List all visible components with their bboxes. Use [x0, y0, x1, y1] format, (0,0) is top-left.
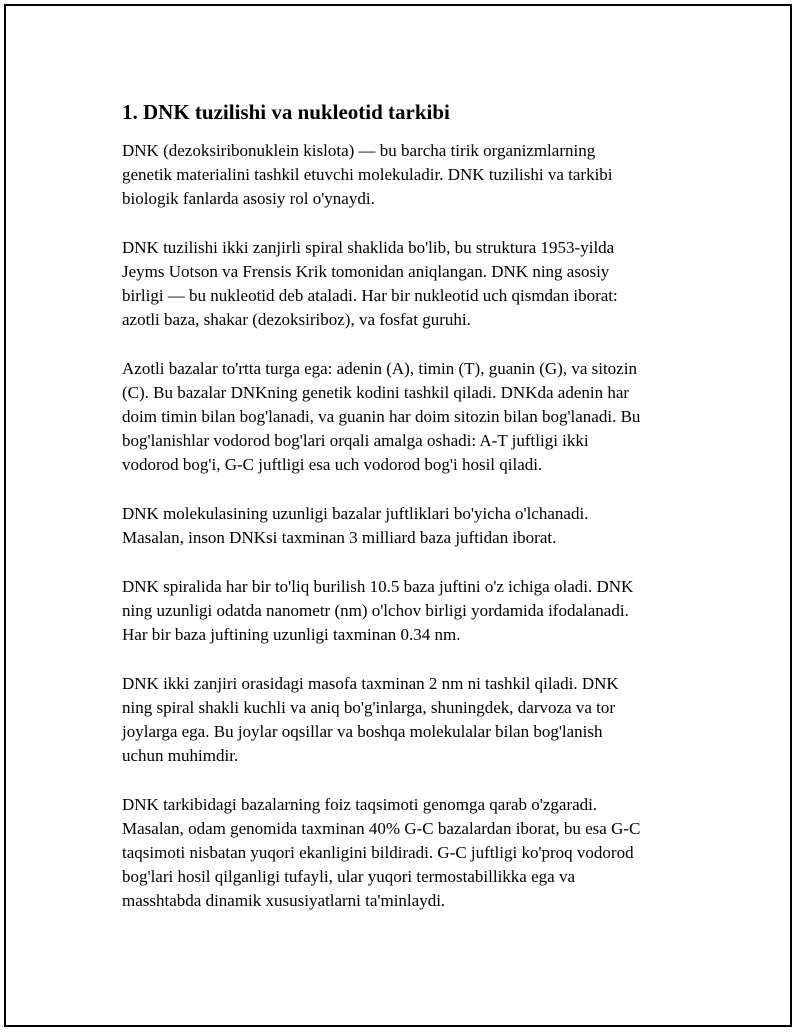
text-line: doim timin bilan bog'lanadi, va guanin har doim sitozin bilan bog'lanadi. Bu — [122, 407, 641, 426]
text-line: Har bir baza juftining uzunligi taxminan 0.34 nm. — [122, 625, 461, 644]
section-heading: 1. DNK tuzilishi va nukleotid tarkibi — [122, 100, 450, 124]
text-line: azotli baza, shakar (dezoksiriboz), va fosfat guruhi. — [122, 310, 471, 329]
text-line: Masalan, odam genomida taxminan 40% G-C bazalardan iborat, bu esa G-C — [122, 819, 641, 838]
text-line: uchun muhimdir. — [122, 746, 239, 765]
text-line: ning uzunligi odatda nanometr (nm) o'lchov birligi yordamida ifodalanadi. — [122, 601, 629, 620]
paragraph-4 — [122, 502, 702, 550]
text-line: masshtabda dinamik xususiyatlarni ta'minlaydi. — [122, 891, 446, 910]
text-line: DNK molekulasining uzunligi bazalar juftliklari bo'yicha o'lchanadi. — [122, 504, 589, 523]
page-frame — [4, 4, 792, 1027]
text-line: Azotli bazalar to'rtta turga ega: adenin (A), timin (T), guanin (G), va sitozin — [122, 359, 637, 378]
text-line: Masalan, inson DNKsi taxminan 3 milliard baza juftidan iborat. — [122, 528, 557, 547]
text-line: DNK tuzilishi ikki zanjirli spiral shaklida bo'lib, bu struktura 1953-yilda — [122, 238, 615, 257]
text-line: DNK tarkibidagi bazalarning foiz taqsimoti genomga qarab o'zgaradi. — [122, 795, 598, 814]
text-line: DNK (dezoksiribonuklein kislota) — bu barcha tirik organizmlarning — [122, 141, 596, 160]
text-line: (C). Bu bazalar DNKning genetik kodini tashkil qiladi. DNKda adenin har — [122, 383, 630, 402]
paragraph-5 — [122, 575, 702, 647]
text-line: DNK ikki zanjiri orasidagi masofa taxminan 2 nm ni tashkil qiladi. DNK — [122, 674, 619, 693]
text-line: ning spiral shakli kuchli va aniq bo'g'inlarga, shuningdek, darvoza va tor — [122, 698, 616, 717]
text-line: bog'lari hosil qilganligi tufayli, ular yuqori termostabillikka ega va — [122, 867, 575, 886]
text-line: DNK spiralida har bir to'liq burilish 10.5 baza juftini o'z ichiga oladi. DNK — [122, 577, 634, 596]
text-line: Jeyms Uotson va Frensis Krik tomonidan aniqlangan. DNK ning asosiy — [122, 262, 610, 281]
text-line: taqsimoti nisbatan yuqori ekanligini bildiradi. G-C juftligi ko'proq vodorod — [122, 843, 634, 862]
text-line: bog'lanishlar vodorod bog'lari orqali amalga oshadi: A-T juftligi ikki — [122, 431, 589, 450]
text-line: joylarga ega. Bu joylar oqsillar va boshqa molekulalar bilan bog'lanish — [122, 722, 603, 741]
document-body — [122, 99, 702, 938]
paragraph-1 — [122, 139, 702, 211]
paragraph-6 — [122, 672, 702, 768]
paragraph-2 — [122, 236, 702, 332]
paragraph-7 — [122, 793, 702, 913]
text-line: genetik materialini tashkil etuvchi molekuladir. DNK tuzilishi va tarkibi — [122, 165, 613, 184]
text-line: birligi — bu nukleotid deb ataladi. Har bir nukleotid uch qismdan iborat: — [122, 286, 618, 305]
text-line: biologik fanlarda asosiy rol o'ynaydi. — [122, 189, 375, 208]
text-line: vodorod bog'i, G-C juftligi esa uch vodorod bog'i hosil qiladi. — [122, 455, 543, 474]
paragraph-3 — [122, 357, 702, 477]
